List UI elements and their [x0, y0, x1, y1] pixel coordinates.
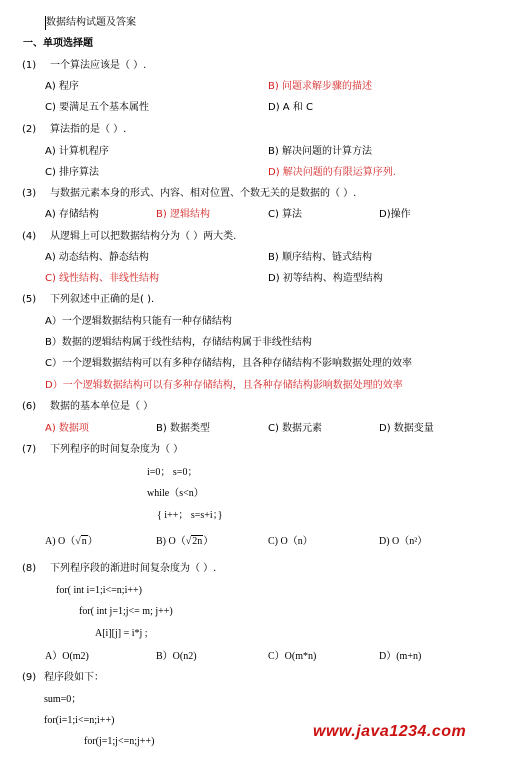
code-line: i=0； s=0；: [147, 467, 198, 478]
option-a-suffix: ）: [87, 536, 98, 547]
option-d: D) O（n²）: [379, 536, 428, 547]
option-b-answer: B) 问题求解步骤的描述: [268, 81, 372, 92]
option-b: B) 解决问题的计算方法: [268, 146, 372, 157]
section-heading: 一、单项选择题: [23, 38, 93, 49]
option-c-answer: C) 线性结构、非线性结构: [45, 273, 160, 284]
sqrt-symbol: √2n: [185, 536, 203, 547]
code-line: while（s<n）: [147, 488, 204, 499]
doc-title: 数据结构试题及答案: [46, 17, 136, 28]
option-a-prefix: A) O（: [45, 536, 76, 547]
option-a: A）O(m2): [45, 651, 89, 662]
question-stem: 算法指的是（ ）.: [50, 124, 127, 135]
option-d: D)操作: [379, 209, 411, 220]
question-number: (9): [22, 672, 37, 683]
question-stem: 下列程序的时间复杂度为（ ）: [50, 444, 184, 455]
option-d: D) A 和 C: [268, 102, 313, 113]
option-c: C) 排序算法: [45, 167, 100, 178]
option-a: A) 动态结构、静态结构: [45, 252, 149, 263]
option-a: A) 计算机程序: [45, 146, 109, 157]
option-b-prefix: B) O（: [156, 536, 186, 547]
option-a-answer: A) 数据项: [45, 423, 89, 434]
question-number: (2): [22, 124, 37, 135]
option-d: D) 初等结构、构造型结构: [268, 273, 383, 284]
sqrt-radicand: n: [81, 536, 87, 547]
option-d: D) 数据变量: [379, 423, 434, 434]
question-number: (8): [22, 563, 37, 574]
option-d-answer: D）一个逻辑数据结构可以有多种存储结构，且各种存储结构影响数据处理的效率: [45, 380, 403, 391]
option-b: B) 数据类型: [156, 423, 210, 434]
sqrt-radicand: 2n: [192, 536, 203, 547]
option-a: A) 存储结构: [45, 209, 99, 220]
site-watermark: www.java1234.com: [313, 723, 467, 740]
question-number: (3): [22, 188, 37, 199]
option-c: C) 数据元素: [268, 423, 323, 434]
question-number: (7): [22, 444, 37, 455]
question-stem: 与数据元素本身的形式、内容、相对位置、个数无关的是数据的（ ）.: [50, 188, 357, 199]
option-a: A) 程序: [45, 81, 79, 92]
question-stem: 从逻辑上可以把数据结构分为（ ）两大类.: [50, 231, 237, 242]
option-a: [45, 535, 98, 549]
question-number: (1): [22, 60, 37, 71]
option-a: A）一个逻辑数据结构只能有一种存储结构: [45, 316, 232, 327]
code-line: for( int i=1;i<=n;i++): [56, 585, 142, 596]
code-line: for(i=1;i<=n;i++): [44, 715, 115, 726]
option-b-suffix: ）: [203, 536, 214, 547]
question-stem: 数据的基本单位是（ ）: [50, 401, 154, 412]
option-b: B) 顺序结构、链式结构: [268, 252, 372, 263]
option-c: C) O（n）: [268, 536, 313, 547]
option-d-answer: D) 解决问题的有限运算序列.: [268, 167, 396, 178]
question-stem: 下列叙述中正确的是( ).: [50, 294, 155, 305]
option-b: [156, 535, 213, 549]
option-b: B）O(n2): [156, 651, 197, 662]
option-c: C）O(m*n): [268, 651, 317, 662]
question-stem: 一个算法应该是（ ）.: [50, 60, 147, 71]
question-stem: 下列程序段的渐进时间复杂度为（ ）.: [50, 563, 217, 574]
question-number: (5): [22, 294, 37, 305]
sqrt-symbol: √n: [75, 536, 87, 547]
question-number: (4): [22, 231, 37, 242]
option-c: C) 算法: [268, 209, 303, 220]
option-b: B）数据的逻辑结构属于线性结构，存储结构属于非线性结构: [45, 337, 312, 348]
option-c: C) 要满足五个基本属性: [45, 102, 150, 113]
option-b-answer: B) 逻辑结构: [156, 209, 210, 220]
option-c: C）一个逻辑数据结构可以有多种存储结构，且各种存储结构不影响数据处理的效率: [45, 358, 412, 369]
question-number: (6): [22, 401, 37, 412]
code-line: for(j=1;j<=n;j++): [84, 736, 155, 747]
option-d: D）(m+n): [379, 651, 422, 662]
code-line: sum=0；: [44, 694, 82, 705]
code-line: for( int j=1;j<= m; j++): [79, 606, 173, 617]
code-line: A[i][j] = i*j ;: [95, 628, 148, 639]
code-line: { i++； s=s+i；}: [157, 510, 223, 521]
question-stem: 程序段如下：: [44, 672, 104, 683]
